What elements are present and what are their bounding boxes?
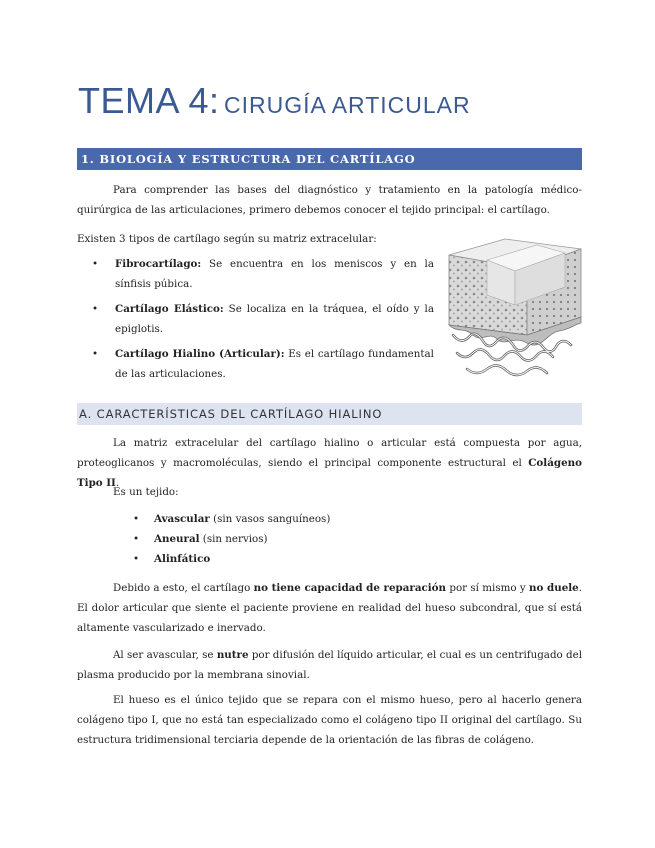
nutrition-text: Al ser avascular, se bbox=[113, 649, 217, 661]
type-text: Se localiza en la tráquea, el oído y la epiglotis. bbox=[115, 303, 434, 335]
property-term: Avascular bbox=[154, 513, 210, 525]
list-item bbox=[133, 549, 433, 569]
type-text: Es el cartílago fundamental de las articulaciones. bbox=[115, 348, 434, 380]
cartilage-block-illustration bbox=[447, 235, 583, 380]
title-main: TEMA 4: bbox=[78, 80, 220, 121]
bullet-icon: • bbox=[133, 533, 140, 545]
bullet-icon: • bbox=[92, 303, 99, 315]
matrix-text: La matriz extracelular del cartílago hialino o articular está compuesta por agua, proteoglicanos y macromoléculas, siendo el principal componente estructural el bbox=[77, 437, 582, 469]
repair-text: por sí mismo y bbox=[446, 582, 530, 594]
list-item bbox=[133, 509, 433, 529]
repair-text: . El dolor articular que siente el paciente proviene en realidad del hueso subcondral, que sí está altamente vascularizado e inervado. bbox=[77, 582, 583, 634]
list-item bbox=[92, 344, 434, 384]
no-pain-term: no duele bbox=[529, 582, 579, 594]
type-text: Se encuentra en los meniscos y en la sínfisis púbica. bbox=[115, 258, 434, 290]
bullet-icon: • bbox=[92, 258, 99, 270]
nutre-term: nutre bbox=[216, 649, 249, 661]
list-item bbox=[92, 254, 434, 294]
property-term: Aneural bbox=[154, 533, 200, 545]
bullet-icon: • bbox=[133, 513, 140, 525]
no-repair-term: no tiene capacidad de reparación bbox=[253, 582, 447, 594]
repair-text: Debido a esto, el cartílago bbox=[113, 582, 254, 594]
title-sub: CIRUGÍA ARTICULAR bbox=[224, 92, 471, 118]
section-heading-hyaline: A. CARACTERÍSTICAS DEL CARTÍLAGO HIALINO bbox=[77, 403, 582, 425]
nutrition-text: por difusión del líquido articular, el cual es un centrifugado del plasma producido por la membrana sinovial. bbox=[77, 649, 582, 681]
matrix-text-end: . bbox=[115, 477, 120, 489]
type-term: Fibrocartílago: bbox=[115, 258, 202, 270]
intro-paragraph: Para comprender las bases del diagnóstico y tratamiento en la patología médico-quirúrgica de las articulaciones, primero debemos conocer el tejido principal: el cartílago. bbox=[77, 184, 582, 216]
list-item bbox=[133, 529, 433, 549]
nutrition-paragraph bbox=[77, 645, 582, 685]
types-intro: Existen 3 tipos de cartílago según su matriz extracelular: bbox=[77, 233, 377, 245]
property-term: Alinfático bbox=[154, 553, 211, 565]
bone-paragraph: El hueso es el único tejido que se repara con el mismo hueso, pero al hacerlo genera colágeno tipo I, que no está tan especializado como el colágeno tipo II original del cartílago. Su estructura tridimensional terciaria depende de la orientación de las fibras de colágeno. bbox=[77, 694, 582, 746]
collagen-term: Colágeno Tipo II bbox=[77, 457, 582, 489]
tissue-intro: Es un tejido: bbox=[113, 486, 179, 498]
bullet-icon: • bbox=[133, 553, 140, 565]
type-term: Cartílago Hialino (Articular): bbox=[115, 348, 285, 360]
page-title bbox=[78, 80, 471, 122]
section-heading-biology: 1. BIOLOGÍA Y ESTRUCTURA DEL CARTÍLAGO bbox=[77, 148, 582, 170]
cartilage-types-list bbox=[92, 254, 434, 384]
property-text: (sin vasos sanguíneos) bbox=[209, 513, 331, 525]
list-item bbox=[92, 299, 434, 339]
bullet-icon: • bbox=[92, 348, 99, 360]
repair-paragraph bbox=[77, 578, 582, 638]
property-text: (sin nervios) bbox=[199, 533, 268, 545]
tissue-properties-list bbox=[133, 509, 433, 569]
type-term: Cartílago Elástico: bbox=[115, 303, 224, 315]
